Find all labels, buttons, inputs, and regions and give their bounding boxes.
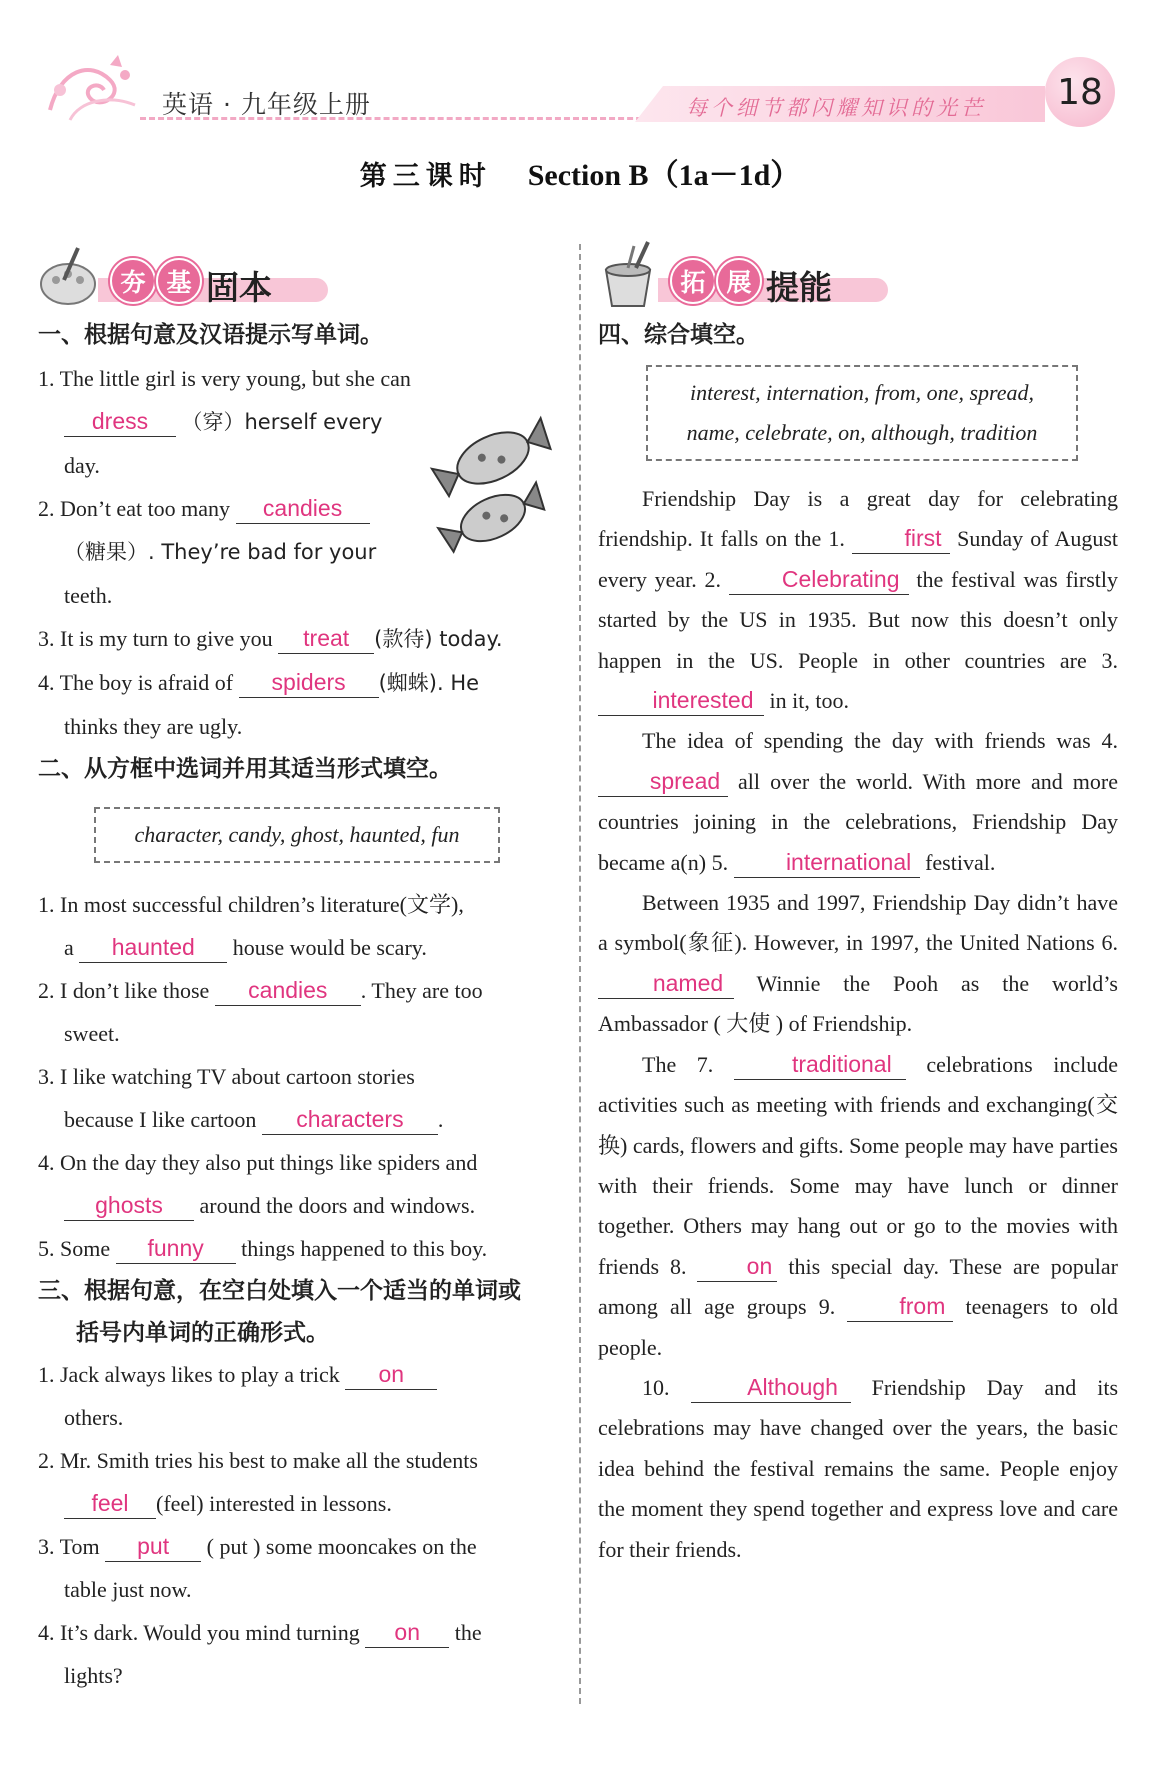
answer-blank: first	[852, 523, 950, 554]
question-2-2: 2. I don’t like those candies . They are too sweet.	[38, 977, 483, 1046]
answer-blank: candies	[236, 493, 370, 524]
question-3-1: 1. Jack always likes to play a trick on others.	[38, 1353, 560, 1439]
answer-blank: on	[697, 1251, 777, 1282]
left-column	[38, 240, 560, 1697]
passage-paragraph-2: The idea of spending the day with friends was 4. spread all over the world. With more and more countries joining in the celebrations, Friendship Day became a(n) 5. international festival.	[598, 721, 1118, 883]
heading-char-1: 拓	[670, 258, 716, 304]
question-2-4: 4. On the day they also put things like spiders and ghosts around the doors and windows.	[38, 1141, 560, 1227]
answer-blank: interested	[598, 685, 764, 716]
answer-blank: funny	[116, 1233, 236, 1264]
heading-char-2: 基	[156, 258, 202, 304]
question-1-2: 2. Don’t eat too many candies （糖果）. They’re bad for your teeth.	[38, 495, 377, 608]
answer-blank: from	[847, 1291, 953, 1322]
question-3-3: 3. Tom put ( put ) some mooncakes on the table just now.	[38, 1533, 477, 1602]
column-divider	[579, 244, 581, 1704]
answer-blank: Celebrating	[729, 564, 909, 595]
answer-blank: haunted	[79, 932, 227, 963]
answer-blank: feel	[64, 1488, 156, 1519]
answer-blank: treat	[278, 623, 374, 654]
answer-blank: characters	[262, 1104, 438, 1135]
answer-blank: dress	[64, 406, 176, 437]
palette-icon	[38, 240, 100, 310]
heading-char-2: 展	[716, 258, 762, 304]
answer-blank: named	[598, 968, 734, 999]
answer-blank: international	[734, 847, 920, 878]
heading-char-1: 夯	[110, 258, 156, 304]
book-title: 英语 · 九年级上册	[162, 90, 371, 119]
page-number: 18	[1045, 57, 1115, 127]
question-3-4: 4. It’s dark. Would you mind turning on the lights?	[38, 1619, 482, 1688]
question-2-5: 5. Some funny things happened to this boy.	[38, 1227, 560, 1270]
answer-blank: spiders	[239, 667, 379, 698]
answer-blank: put	[105, 1531, 201, 1562]
part4-title: 四、综合填空。	[598, 322, 759, 348]
header-slogan: 每个细节都闪耀知识的光芒	[686, 96, 986, 120]
lesson-section: Section B（1a－1d）	[527, 159, 801, 192]
word-box-part4: interest, internation, from, one, spread, name, celebrate, on, although, tradition	[646, 365, 1078, 461]
question-3-2: 2. Mr. Smith tries his best to make all the students feel (feel) interested in lessons.	[38, 1439, 560, 1525]
answer-blank: Although	[691, 1372, 851, 1403]
word-box-part2: character, candy, ghost, haunted, fun	[94, 807, 500, 863]
passage-paragraph-1: Friendship Day is a great day for celebrating friendship. It falls on the 1. first Sunday of August every year. 2. Celebrating the festival was firstly started by the US in 1935. But now this doesn’t only happen in the US. People in other countries are 3. interested in it, too.	[598, 479, 1118, 721]
passage-paragraph-3: Between 1935 and 1997, Friendship Day didn’t have a symbol(象征). However, in 1997, the United Nations 6. named Winnie the Pooh as the world’s Ambassador ( 大使 ) of Friendship.	[598, 890, 1118, 1037]
section-heading-extension	[598, 240, 1118, 310]
candy-illustration-icon	[418, 408, 568, 558]
question-1-1: 1. The little girl is very young, but she can dress （穿）herself every day.	[38, 366, 411, 478]
paint-bucket-icon	[598, 240, 660, 310]
answer-blank: traditional	[734, 1049, 906, 1080]
passage-paragraph-5: 10. Although Friendship Day and its celebrations may have changed over the years, the basic idea behind the festival remains the same. People enjoy the moment they spend together and express love and care for their friends.	[598, 1373, 1119, 1562]
heading-tail: 固本	[206, 268, 272, 307]
floral-flourish-icon	[40, 50, 150, 130]
answer-blank: ghosts	[64, 1190, 194, 1221]
question-1-4: 4. The boy is afraid of spiders (蜘蛛). He thinks they are ugly.	[38, 669, 480, 739]
part1-title: 一、根据句意及汉语提示写单词。	[38, 322, 383, 348]
page-header	[0, 0, 1160, 140]
answer-blank: candies	[215, 975, 361, 1006]
answer-blank: on	[345, 1359, 437, 1390]
question-2-3: 3. I like watching TV about cartoon stories because I like cartoon characters .	[38, 1055, 560, 1141]
question-1-3: 3. It is my turn to give you treat (款待) today.	[38, 617, 560, 661]
part3-title: 三、根据句意，在空白处填入一个适当的单词或 括号内单词的正确形式。	[38, 1278, 521, 1346]
right-column	[598, 240, 1118, 1570]
section-heading-basics	[38, 240, 560, 310]
question-2-1: 1. In most successful children’s literature(文学), a haunted house would be scary.	[38, 883, 560, 969]
lesson-title	[0, 150, 1160, 194]
passage-paragraph-4: The 7. traditional celebrations include activities such as meeting with friends and exchanging(交换) cards, flowers and gifts. Some people may have parties with their friends. Some may have lunch or dinner together. Others may hang out or go to the movies with friends 8. on this special day. These are popular among all age groups 9. from teenagers to old people.	[598, 1050, 1119, 1360]
answer-blank: on	[365, 1617, 449, 1648]
answer-blank: spread	[598, 766, 728, 797]
heading-tail: 提能	[766, 268, 832, 307]
part2-title: 二、从方框中选词并用其适当形式填空。	[38, 756, 452, 782]
lesson-period: 第三课时	[359, 161, 492, 192]
